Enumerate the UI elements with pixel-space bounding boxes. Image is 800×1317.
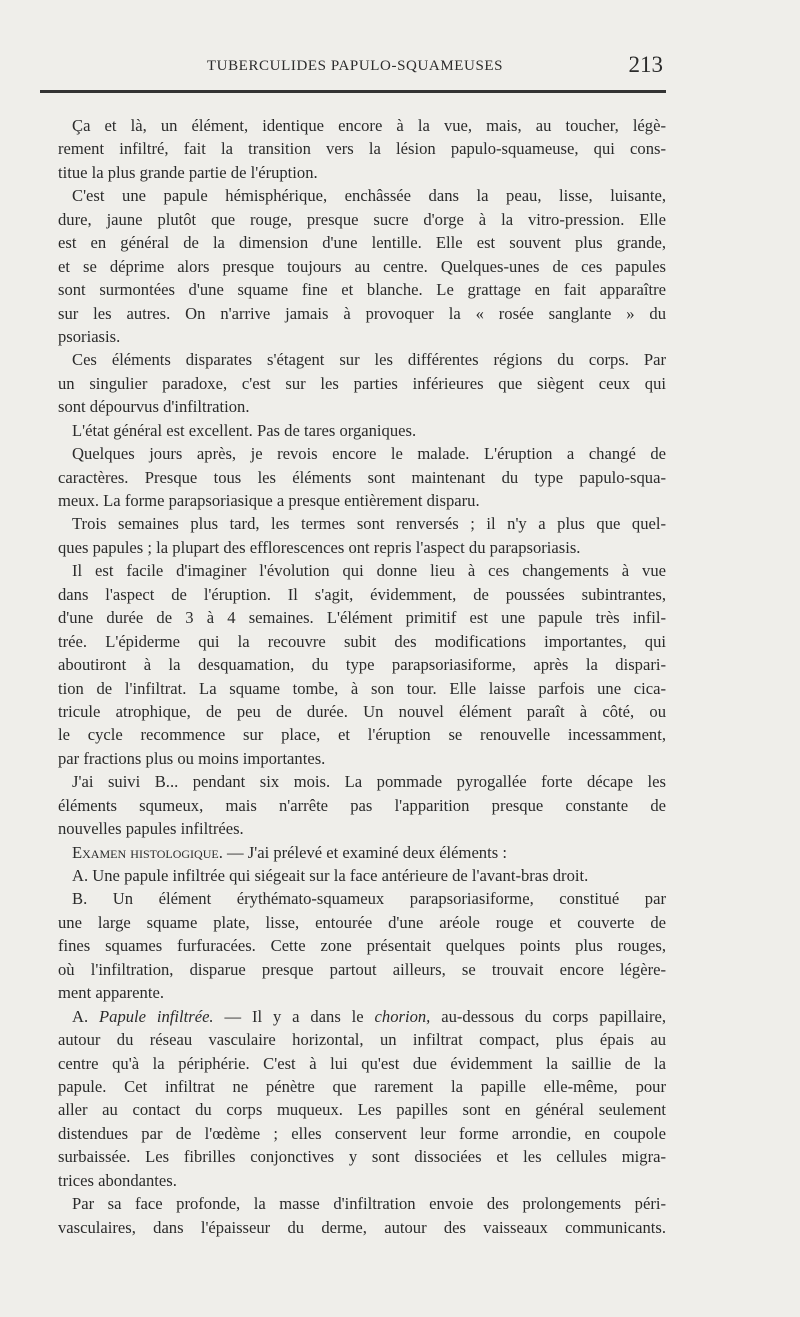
text-run: dure, jaune plutôt que rouge, presque sucre d'orge à la vitro-pression. Elle: [58, 209, 666, 229]
text-run: ment apparente.: [58, 983, 164, 1003]
text-line: [58, 864, 666, 887]
text-line: [58, 700, 666, 723]
text-run: L'état général est excellent. Pas de tares organiques.: [72, 420, 417, 440]
text-line: [58, 559, 666, 582]
text-run: fines squames furfuracées. Cette zone présentait quelques points plus rouges,: [58, 936, 666, 956]
text-line: [58, 395, 666, 418]
paragraph: [58, 114, 666, 184]
text-run: sur les autres. On n'arrive jamais à provoquer la « rosée sanglante » du: [58, 303, 666, 323]
text-line: [58, 1192, 666, 1215]
text-run: sont dépourvus d'infiltration.: [58, 397, 250, 417]
text-line: [58, 934, 666, 957]
text-run: Trois semaines plus tard, les termes sont renversés ; il n'y a plus que quel-: [72, 514, 666, 534]
text-line: [58, 1075, 666, 1098]
paragraph: [58, 512, 666, 559]
text-run: — Il y a dans le: [213, 1006, 375, 1026]
text-run: sont surmontées d'une squame fine et blanche. Le grattage en fait apparaître: [58, 280, 666, 300]
item-label: A.: [72, 1006, 100, 1026]
emphasis: chorion,: [374, 1006, 431, 1026]
text-line: [58, 442, 666, 465]
text-line: [58, 958, 666, 981]
text-run: le cycle recommence sur place, et l'éruption se renouvelle incessamment,: [58, 725, 666, 745]
paragraph: [58, 184, 666, 348]
text-line: [58, 1122, 666, 1145]
text-run: par fractions plus ou moins importantes.: [58, 748, 326, 768]
text-run: vasculaires, dans l'épaisseur du derme, autour des vaisseaux communicants.: [58, 1217, 666, 1237]
text-line: [58, 1145, 666, 1168]
paragraph: [58, 419, 666, 442]
text-run: psoriasis.: [58, 326, 121, 346]
text-line: [58, 466, 666, 489]
paragraph: [58, 1005, 666, 1193]
text-line: [58, 653, 666, 676]
text-run: papule. Cet infiltrat ne pénètre que rarement la papille elle-même, pour: [58, 1076, 666, 1096]
text-run: trée. L'épiderme qui la recouvre subit des modifications importantes, qui: [58, 631, 666, 651]
text-run: autour du réseau vasculaire horizontal, un infiltrat compact, plus épais au: [58, 1030, 666, 1050]
paragraph: [58, 887, 666, 1004]
text-run: aller au contact du corps muqueux. Les papilles sont en général seulement: [58, 1100, 666, 1120]
text-run: éléments squmeux, mais n'arrête pas l'apparition presque constante de: [58, 795, 666, 815]
text-run: Il est facile d'imaginer l'évolution qui donne lieu à ces changements à vue: [72, 561, 666, 581]
text-line: [58, 887, 666, 910]
text-run: meux. La forme parapsoriasique a presque entièrement disparu.: [58, 491, 480, 510]
text-run: nouvelles papules infiltrées.: [58, 819, 244, 839]
text-run: centre qu'à la périphérie. C'est à lui qu'est due évidemment la saillie de la: [58, 1053, 666, 1073]
text-run: surbaissée. Les fibrilles conjonctives y sont dissociées et les cellules migra-: [58, 1147, 666, 1167]
text-run: et se déprime alors presque toujours au centre. Quelques-unes de ces papules: [58, 256, 666, 276]
text-run: une large squame plate, lisse, entourée d'une aréole rouge et couverte de: [58, 912, 666, 932]
text-run: dans l'aspect de l'éruption. Il s'agit, évidemment, de poussées subintrantes,: [58, 584, 666, 604]
text-run: un singulier paradoxe, c'est sur les parties inférieures que siègent ceux qui: [58, 373, 666, 393]
text-line: [58, 325, 666, 348]
text-line: [58, 372, 666, 395]
text-line: [58, 1098, 666, 1121]
section-heading: Examen histologique.: [72, 842, 223, 862]
text-line: [58, 184, 666, 207]
text-run: — J'ai prélevé et examiné deux éléments :: [222, 842, 507, 862]
text-line: [58, 419, 666, 442]
text-line: [58, 1169, 666, 1192]
text-line: [58, 536, 666, 559]
page-number: 213: [628, 52, 663, 77]
text-line: [58, 583, 666, 606]
text-line: [58, 723, 666, 746]
text-line: [58, 911, 666, 934]
text-run: où l'infiltration, disparue presque partout ailleurs, se trouvait encore légère-: [58, 959, 666, 979]
text-line: [58, 747, 666, 770]
paragraph: [58, 442, 666, 512]
text-run: aboutiront à la desquamation, du type parapsoriasiforme, après la dispari-: [58, 655, 666, 675]
paragraph: [58, 1192, 666, 1239]
text-line: [58, 677, 666, 700]
text-run: A. Une papule infiltrée qui siégeait sur la face antérieure de l'avant-bras droit.: [72, 866, 589, 885]
paragraph: [58, 348, 666, 418]
text-run: Ça et là, un élément, identique encore à la vue, mais, au toucher, légè-: [72, 116, 666, 135]
text-run: ques papules ; la plupart des efflorescences ont repris l'aspect du parapsoriasis.: [58, 537, 581, 557]
text-line: [58, 817, 666, 840]
text-run: caractères. Presque tous les éléments sont maintenant du type papulo-squa-: [58, 467, 666, 487]
text-run: Quelques jours après, je revois encore le malade. L'éruption a changé de: [72, 444, 666, 464]
text-run: B. Un élément érythémato-squameux parapsoriasiforme, constitué par: [72, 889, 666, 909]
header-rule: [40, 90, 666, 93]
text-run: au-dessous du corps papillaire,: [430, 1006, 667, 1026]
running-title: TUBERCULIDES PAPULO-SQUAMEUSES: [206, 58, 504, 74]
text-run: J'ai suivi B... pendant six mois. La pommade pyrogallée forte décape les: [72, 772, 666, 792]
text-line: [58, 255, 666, 278]
text-line: [58, 302, 666, 325]
text-line: [58, 981, 666, 1004]
text-run: Ces éléments disparates s'étagent sur les différentes régions du corps. Par: [72, 350, 666, 370]
text-line: [58, 794, 666, 817]
text-line: [58, 1216, 666, 1239]
text-run: d'une durée de 3 à 4 semaines. L'élément primitif est une papule très infil-: [58, 608, 666, 628]
text-run: rement infiltré, fait la transition vers la lésion papulo-squameuse, qui cons-: [58, 139, 666, 159]
text-line: [58, 841, 666, 864]
text-line: [58, 489, 666, 512]
text-line: [58, 512, 666, 535]
text-line: [58, 231, 666, 254]
subsection-title: Papule infiltrée.: [99, 1006, 214, 1026]
text-line: [58, 630, 666, 653]
text-run: titue la plus grande partie de l'éruption.: [58, 162, 318, 182]
text-run: Par sa face profonde, la masse d'infiltration envoie des prolongements péri-: [72, 1194, 666, 1214]
text-run: trices abondantes.: [58, 1170, 177, 1190]
text-line: [58, 161, 666, 184]
text-run: est en général de la dimension d'une lentille. Elle est souvent plus grande,: [58, 233, 666, 253]
text-run: C'est une papule hémisphérique, enchâssée dans la peau, lisse, luisante,: [72, 186, 666, 206]
text-line: [58, 278, 666, 301]
text-line: [58, 1052, 666, 1075]
text-line: [58, 137, 666, 160]
text-line: [58, 348, 666, 371]
paragraph: [58, 770, 666, 840]
text-run: tricule atrophique, de peu de durée. Un nouvel élément paraît à côté, ou: [58, 701, 666, 721]
paragraph: [58, 864, 666, 887]
text-line: [58, 770, 666, 793]
text-line: [58, 1005, 666, 1028]
text-line: [58, 606, 666, 629]
text-run: tion de l'infiltrat. La squame tombe, à son tour. Elle laisse parfois une cica-: [58, 678, 666, 698]
paragraph: [58, 559, 666, 770]
paragraph: [58, 841, 666, 864]
text-line: [58, 114, 666, 137]
text-run: distendues par de l'œdème ; elles conservent leur forme arrondie, en coupole: [58, 1123, 666, 1143]
page-body: [58, 114, 666, 1239]
running-header: [40, 54, 665, 84]
text-line: [58, 1028, 666, 1051]
text-line: [58, 208, 666, 231]
